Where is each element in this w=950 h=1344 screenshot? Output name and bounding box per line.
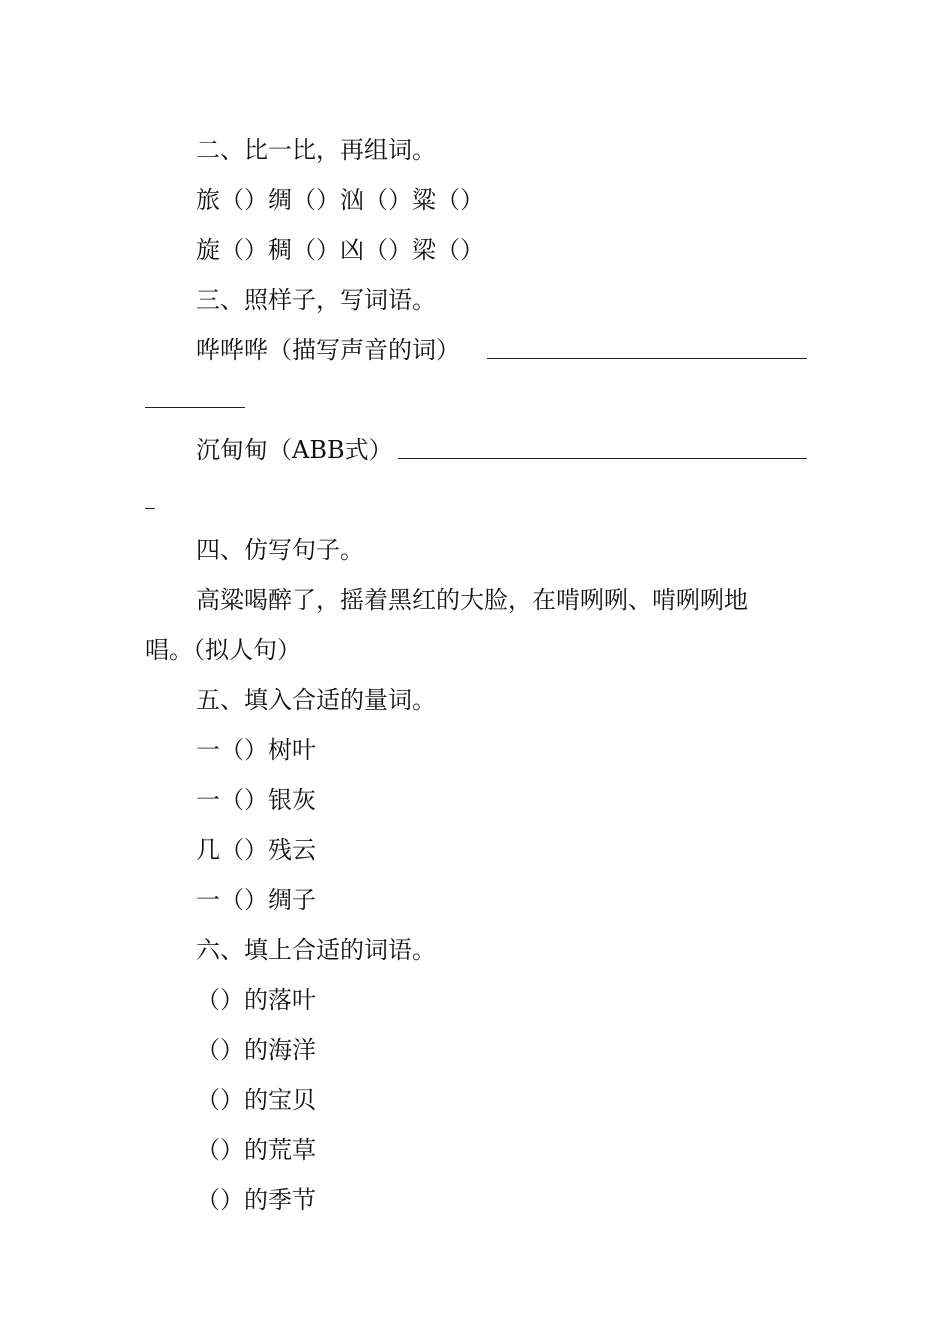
- section-2-heading: 二、比一比，再组词。: [196, 136, 436, 164]
- compare-row-1: 旅（）绸（）汹（）粱（）: [196, 186, 484, 214]
- fill-word-item: （）的海洋: [196, 1036, 316, 1064]
- section-4-heading: 四、仿写句子。: [196, 536, 364, 564]
- pattern-item-sound-words: 哗哗哗（描写声音的词）: [196, 336, 460, 364]
- answer-blank-line: [487, 358, 807, 359]
- fill-word-item: （）的宝贝: [196, 1086, 316, 1114]
- measure-word-item: 一（）银灰: [196, 786, 316, 814]
- compare-row-2: 旋（）稠（）凶（）梁（）: [196, 236, 484, 264]
- answer-blank-line: [398, 458, 807, 459]
- answer-blank-line-continued: [145, 407, 245, 408]
- example-sentence-line-1: 高粱喝醉了，摇着黑红的大脸，在啃咧咧、啃咧咧地: [196, 586, 748, 614]
- section-3-heading: 三、照样子，写词语。: [196, 286, 436, 314]
- example-sentence-line-2: 唱。（拟人句）: [145, 636, 301, 664]
- section-6-heading: 六、填上合适的词语。: [196, 936, 436, 964]
- fill-word-item: （）的季节: [196, 1186, 316, 1214]
- measure-word-item: 一（）绸子: [196, 886, 316, 914]
- fill-word-item: （）的荒草: [196, 1136, 316, 1164]
- pattern-item-abb-words: 沉甸甸（ABB式）: [196, 436, 393, 464]
- answer-blank-line-continued: [145, 508, 155, 509]
- fill-word-item: （）的落叶: [196, 986, 316, 1014]
- measure-word-item: 几（）残云: [196, 836, 316, 864]
- section-5-heading: 五、填入合适的量词。: [196, 686, 436, 714]
- measure-word-item: 一（）树叶: [196, 736, 316, 764]
